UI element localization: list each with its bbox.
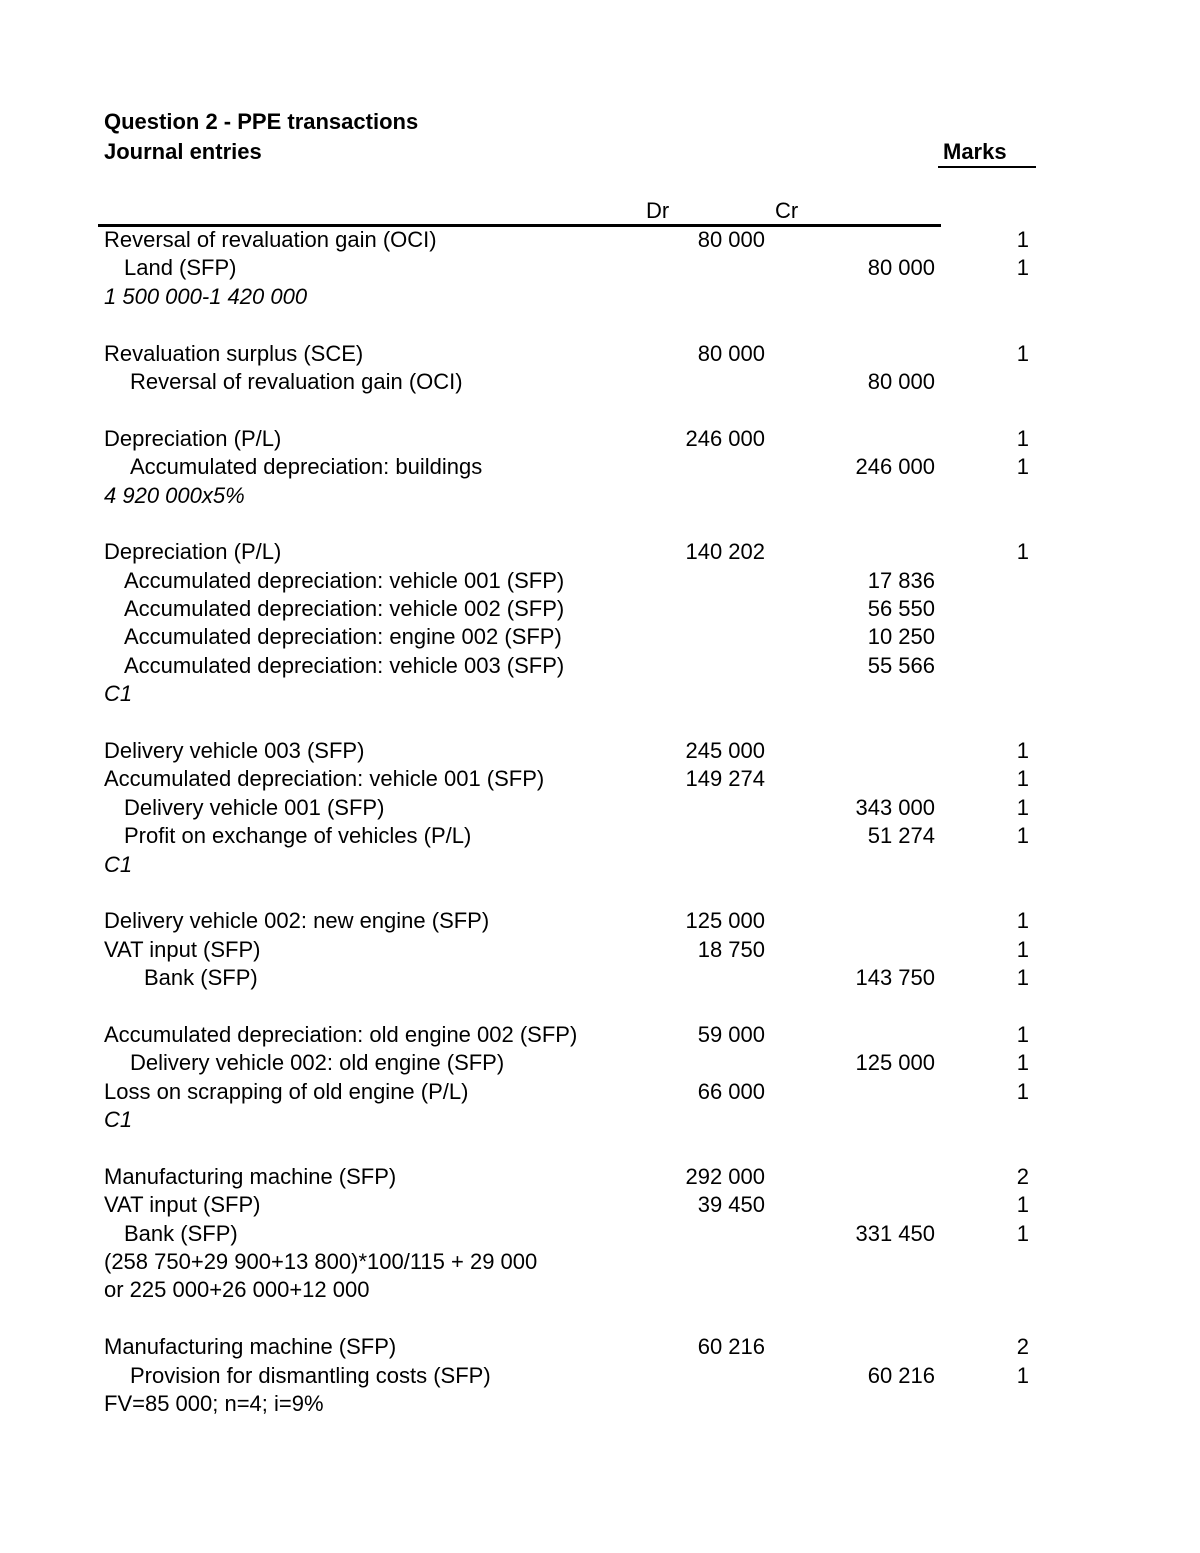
- credit-amount: 56 550: [867, 596, 935, 622]
- journal-row: [0, 1078, 1200, 1106]
- credit-amount: 331 450: [855, 1220, 935, 1246]
- entry-description: Delivery vehicle 002: old engine (SFP): [130, 1050, 505, 1076]
- debit-amount: 66 000: [697, 1078, 765, 1104]
- credit-amount: 10 250: [867, 624, 935, 650]
- entry-description: or 225 000+26 000+12 000: [104, 1277, 370, 1303]
- entry-description: 1 500 000-1 420 000: [104, 283, 308, 309]
- marks-value: 1: [1016, 965, 1029, 991]
- journal-row: [0, 623, 1200, 651]
- entry-description: C1: [104, 851, 133, 877]
- journal-row: [0, 737, 1200, 765]
- journal-row: [0, 1135, 1200, 1163]
- journal-row: [0, 964, 1200, 992]
- journal-row: [0, 907, 1200, 935]
- journal-row: [0, 425, 1200, 453]
- marks-value: 1: [1016, 936, 1029, 962]
- credit-amount: 343 000: [855, 794, 935, 820]
- marks-value: 1: [1016, 1192, 1029, 1218]
- journal-row: [0, 1390, 1200, 1418]
- credit-amount: 246 000: [855, 454, 935, 480]
- journal-entries-table: [0, 226, 1200, 1418]
- entry-description: Loss on scrapping of old engine (P/L): [104, 1078, 469, 1104]
- marks-value: 1: [1016, 227, 1029, 252]
- marks-value: 1: [1016, 539, 1029, 565]
- marks-value: 1: [1016, 738, 1029, 764]
- journal-row: [0, 1191, 1200, 1219]
- debit-amount: 18 750: [697, 936, 765, 962]
- journal-row: [0, 709, 1200, 737]
- entry-description: Provision for dismantling costs (SFP): [130, 1362, 491, 1388]
- credit-amount: 55 566: [867, 652, 935, 678]
- entry-description: Bank (SFP): [124, 1220, 238, 1246]
- marks-value: 1: [1016, 908, 1029, 934]
- journal-row: [0, 1333, 1200, 1361]
- entry-description: Accumulated depreciation: buildings: [130, 454, 483, 480]
- marks-value: 1: [1016, 454, 1029, 480]
- journal-row: [0, 1248, 1200, 1276]
- credit-amount: 125 000: [855, 1050, 935, 1076]
- journal-row: [0, 794, 1200, 822]
- entry-description: C1: [104, 1107, 133, 1133]
- debit-amount: 59 000: [697, 1021, 765, 1047]
- journal-row: [0, 1362, 1200, 1390]
- credit-amount: 51 274: [867, 823, 935, 849]
- marks-value: 1: [1016, 425, 1029, 451]
- journal-row: [0, 851, 1200, 879]
- entry-description: Delivery vehicle 001 (SFP): [124, 794, 385, 820]
- marks-value: 1: [1016, 794, 1029, 820]
- entry-description: Accumulated depreciation: vehicle 001 (SFP): [124, 567, 565, 593]
- entry-description: C1: [104, 681, 133, 707]
- entry-description: Depreciation (P/L): [104, 425, 282, 451]
- journal-row: [0, 567, 1200, 595]
- entry-description: Manufacturing machine (SFP): [104, 1163, 397, 1189]
- debit-amount: 292 000: [685, 1163, 765, 1189]
- entry-description: Manufacturing machine (SFP): [104, 1334, 397, 1360]
- entry-description: Accumulated depreciation: vehicle 002 (SFP): [124, 596, 565, 622]
- journal-row: [0, 1163, 1200, 1191]
- journal-row: [0, 368, 1200, 396]
- entry-description: Land (SFP): [124, 255, 237, 281]
- debit-amount: 246 000: [685, 425, 765, 451]
- journal-row: [0, 1276, 1200, 1304]
- marks-value: 1: [1016, 1021, 1029, 1047]
- journal-row: [0, 1220, 1200, 1248]
- entry-description: Accumulated depreciation: vehicle 001 (SFP): [104, 766, 545, 792]
- marks-value: 1: [1016, 1050, 1029, 1076]
- entry-description: Profit on exchange of vehicles (P/L): [124, 823, 472, 849]
- journal-row: [0, 254, 1200, 282]
- marks-value: 1: [1016, 340, 1029, 366]
- section-subtitle: Journal entries: [104, 139, 262, 164]
- marks-value: 2: [1016, 1334, 1029, 1360]
- entry-description: (258 750+29 900+13 800)*100/115 + 29 000: [104, 1249, 538, 1275]
- entry-description: Delivery vehicle 002: new engine (SFP): [104, 908, 490, 934]
- journal-row: [0, 538, 1200, 566]
- journal-row: [0, 226, 1200, 254]
- marks-value: 1: [1016, 1078, 1029, 1104]
- marks-value: 1: [1016, 1220, 1029, 1246]
- debit-amount: 60 216: [697, 1334, 765, 1360]
- marks-value: 1: [1016, 255, 1029, 281]
- credit-amount: 80 000: [867, 368, 935, 394]
- entry-description: FV=85 000; n=4; i=9%: [104, 1391, 324, 1417]
- marks-value: 1: [1016, 766, 1029, 792]
- marks-value: 2: [1016, 1163, 1029, 1189]
- journal-row: [0, 1049, 1200, 1077]
- journal-row: [0, 879, 1200, 907]
- journal-row: [0, 482, 1200, 510]
- journal-row: [0, 1305, 1200, 1333]
- journal-row: [0, 1021, 1200, 1049]
- credit-amount: 60 216: [867, 1362, 935, 1388]
- entry-description: Revaluation surplus (SCE): [104, 340, 364, 366]
- entry-description: Depreciation (P/L): [104, 539, 282, 565]
- credit-amount: 143 750: [855, 965, 935, 991]
- debit-column-header: Dr: [646, 198, 670, 223]
- journal-row: [0, 765, 1200, 793]
- debit-amount: 80 000: [697, 340, 765, 366]
- journal-row: [0, 340, 1200, 368]
- debit-amount: 39 450: [697, 1192, 765, 1218]
- entry-description: Accumulated depreciation: vehicle 003 (SFP): [124, 652, 565, 678]
- journal-row: [0, 822, 1200, 850]
- credit-amount: 17 836: [867, 567, 935, 593]
- journal-row: [0, 1106, 1200, 1134]
- journal-row: [0, 283, 1200, 311]
- entry-description: VAT input (SFP): [104, 936, 261, 962]
- debit-amount: 140 202: [685, 539, 765, 565]
- credit-column-header: Cr: [775, 198, 799, 223]
- marks-value: 1: [1016, 1362, 1029, 1388]
- entry-description: Bank (SFP): [144, 965, 258, 991]
- journal-row: [0, 680, 1200, 708]
- entry-description: Delivery vehicle 003 (SFP): [104, 738, 365, 764]
- question-title: Question 2 - PPE transactions: [104, 109, 419, 134]
- entry-description: 4 920 000x5%: [104, 482, 245, 508]
- entry-description: Reversal of revaluation gain (OCI): [130, 368, 463, 394]
- journal-row: [0, 652, 1200, 680]
- marks-column-header: Marks: [938, 138, 1036, 168]
- entry-description: VAT input (SFP): [104, 1192, 261, 1218]
- journal-row: [0, 993, 1200, 1021]
- credit-amount: 80 000: [867, 255, 935, 281]
- debit-amount: 80 000: [697, 227, 765, 252]
- marks-value: 1: [1016, 823, 1029, 849]
- entry-description: Accumulated depreciation: old engine 002 (SFP): [104, 1021, 578, 1047]
- entry-description: Reversal of revaluation gain (OCI): [104, 227, 437, 252]
- journal-row: [0, 311, 1200, 339]
- journal-row: [0, 453, 1200, 481]
- journal-row: [0, 936, 1200, 964]
- journal-row: [0, 595, 1200, 623]
- debit-amount: 245 000: [685, 738, 765, 764]
- journal-row: [0, 396, 1200, 424]
- entry-description: Accumulated depreciation: engine 002 (SFP): [124, 624, 562, 650]
- journal-row: [0, 510, 1200, 538]
- debit-amount: 149 274: [685, 766, 765, 792]
- debit-amount: 125 000: [685, 908, 765, 934]
